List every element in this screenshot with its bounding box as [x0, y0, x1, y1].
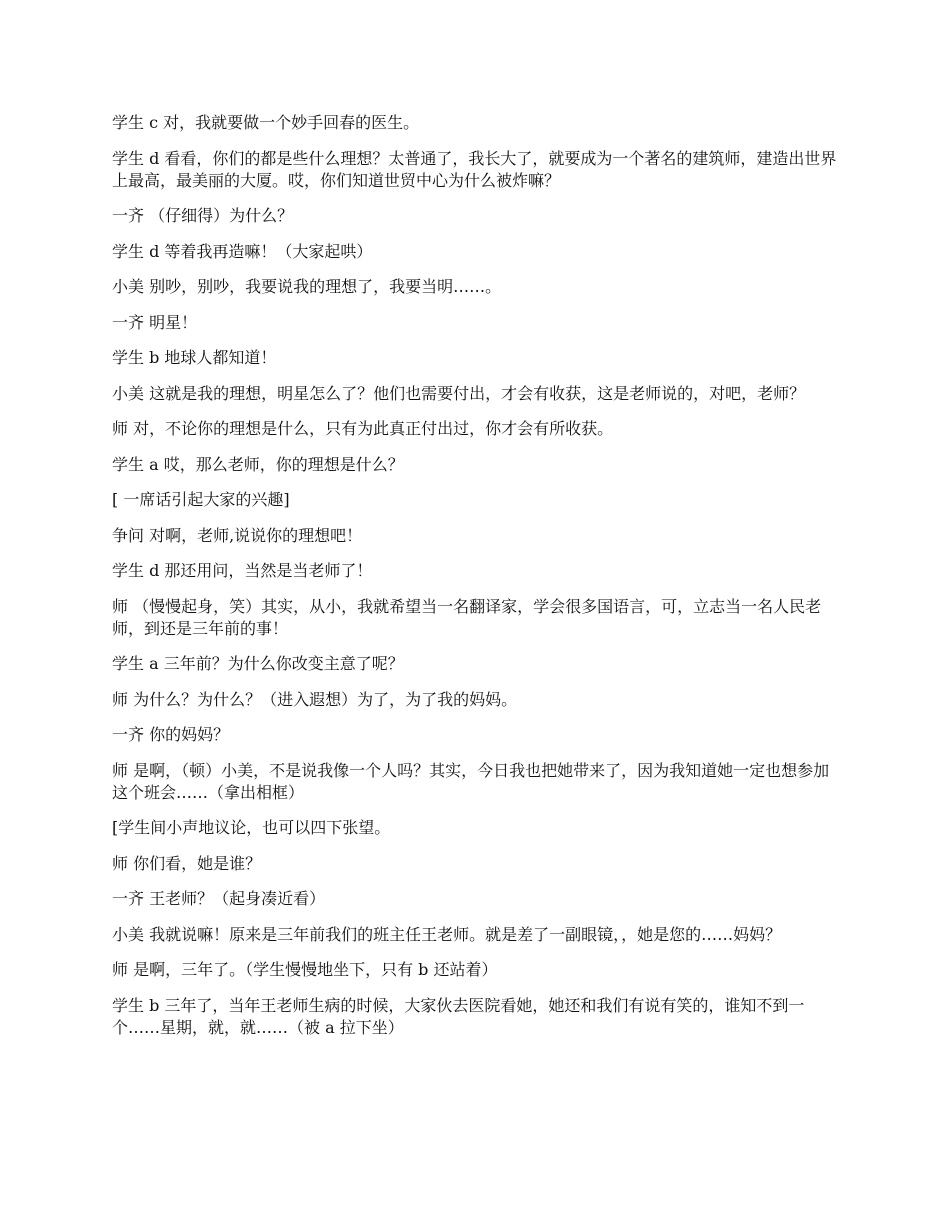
- paragraph: 小美 这就是我的理想，明星怎么了？他们也需要付出，才会有收获，这是老师说的，对吧，老师？: [112, 383, 806, 403]
- document-body: [112, 112, 839, 1052]
- paragraph: 一齐 明星！: [112, 312, 198, 332]
- paragraph: 学生 a 三年前？为什么你改变主意了呢？: [112, 654, 404, 673]
- paragraph: 一齐 你的妈妈？: [112, 725, 230, 744]
- paragraph: 学生 d 等着我再造嘛！（大家起哄）: [112, 241, 373, 261]
- paragraph: 学生 a 哎，那么老师，你的理想是什么？: [112, 454, 404, 474]
- paragraph: 师 是啊，三年了。（学生慢慢地坐下，只有 b 还站着）: [112, 960, 498, 979]
- paragraph: 小美 我就说嘛！原来是三年前我们的班主任王老师。就是差了一副眼镜，，她是您的……妈妈？: [112, 924, 782, 944]
- paragraph: 一齐 王老师？（起身凑近看）: [112, 889, 326, 908]
- paragraph: 师 为什么？为什么？（进入遐想）为了，为了我的妈妈。: [112, 689, 518, 709]
- paragraph: 学生 b 三年了，当年王老师生病的时候，大家伙去医院看她，她还和我们有说有笑的，谁知不到一个……星期，就，就……（被 a 拉下坐）: [112, 995, 805, 1037]
- paragraph: 学生 d 看看，你们的都是些什么理想？太普通了，我长大了，就要成为一个著名的建筑师，建造出世界上最高，最美丽的大厦。哎，你们知道世贸中心为什么被炸嘛？: [112, 148, 837, 190]
- paragraph: 师 你们看，她是谁？: [112, 853, 262, 873]
- paragraph: [学生间小声地议论，也可以四下张望。: [112, 818, 391, 837]
- paragraph: 学生 d 那还用问，当然是当老师了！: [112, 561, 373, 580]
- paragraph: 师 对，不论你的理想是什么，只有为此真正付出过，你才会有所收获。: [112, 419, 614, 438]
- paragraph: 小美 别吵，别吵，我要说我的理想了，我要当明……。: [112, 277, 502, 296]
- paragraph: 一齐 （仔细得）为什么？: [112, 206, 294, 225]
- paragraph: [ 一席话引起大家的兴趣]: [112, 490, 290, 509]
- paragraph: 学生 c 对，我就要做一个妙手回春的医生。: [112, 113, 420, 132]
- paragraph: 学生 b 地球人都知道！: [112, 348, 277, 367]
- paragraph: 师 是啊，（顿）小美，不是说我像一个人吗？其实，今日我也把她带来了，因为我知道她一定也想参加这个班会……（拿出相框）: [112, 760, 830, 802]
- paragraph: 师 （慢慢起身，笑）其实，从小，我就希望当一名翻译家，学会很多国语言，可，立志当一名人民老师，到还是三年前的事！: [112, 596, 822, 638]
- paragraph: 争问 对啊，老师,说说你的理想吧！: [112, 525, 363, 545]
